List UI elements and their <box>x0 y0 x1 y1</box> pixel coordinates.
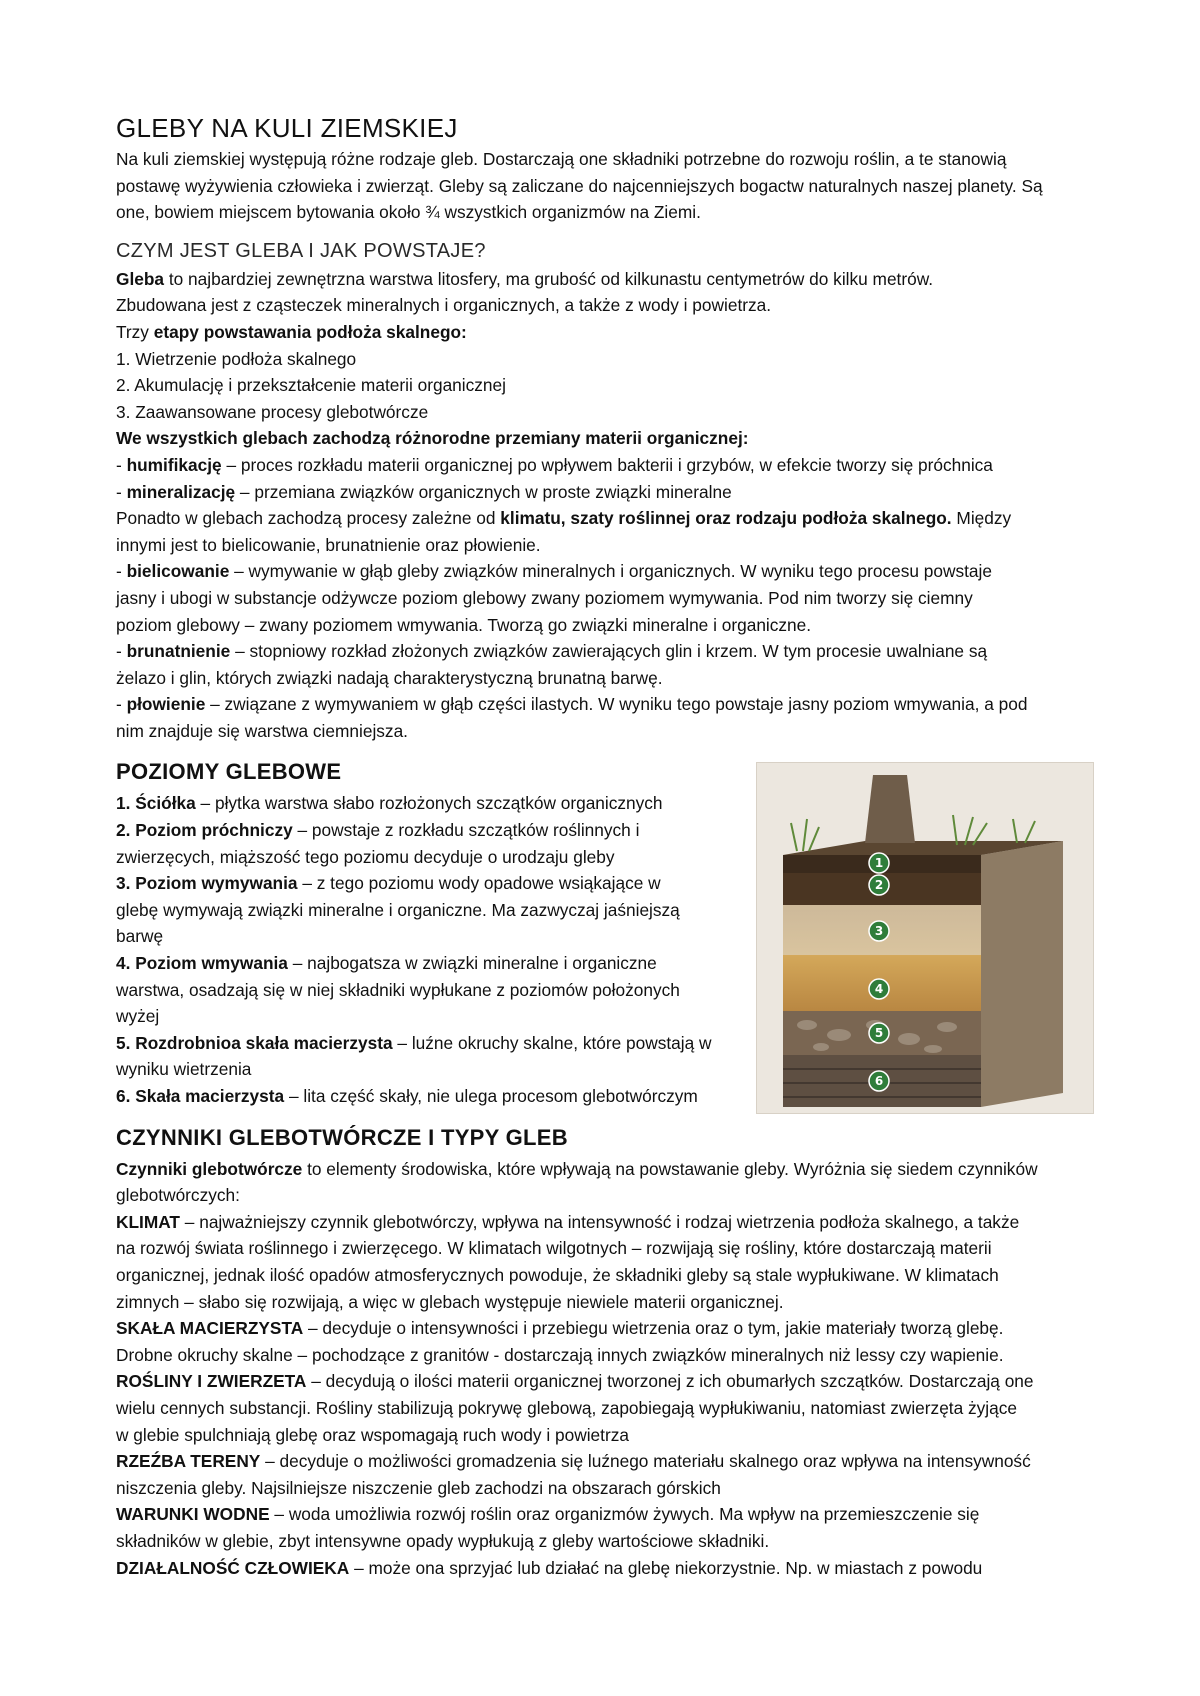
factor-description: – decyduje o możliwości gromadzenia się luźnego materiału skalnego oraz wpływa na intensywność <box>260 1451 1031 1472</box>
horizon-name: Poziom próchniczy <box>135 820 293 841</box>
process-text: – wymywanie w głąb gleby związków mineralnych i organicznych. W wyniku tego procesu powstaje <box>229 561 992 582</box>
intro-line: one, bowiem miejscem bytowania około ¾ wszystkich organizmów na Ziemi. <box>116 202 701 223</box>
changes-heading-text: We wszystkich glebach zachodzą różnorodne przemiany materii organicznej: <box>116 428 749 449</box>
process-text: – przemiana związków organicznych w proste związki mineralne <box>235 481 732 502</box>
factor-description-line: na rozwój świata roślinnego i zwierzęcego. W klimatach wilgotnych – rozwijają się rośliny, które dostarczają materii <box>116 1238 992 1259</box>
horizon-description: – płytka warstwa słabo rozłożonych szczątków organicznych <box>195 793 663 814</box>
factor-description-line: niszczenia gleby. Najsilniejsze niszczenie gleb zachodzi na obszarach górskich <box>116 1477 721 1498</box>
document-content <box>116 112 1096 1581</box>
brunatnienie-line2: żelazo i glin, których związki nadają charakterystyczną brunatną barwę. <box>116 667 663 688</box>
dash: - <box>116 694 127 715</box>
horizon-item <box>116 870 736 897</box>
factor-name: SKAŁA MACIERZYSTA <box>116 1318 304 1339</box>
soil-block-illustration <box>757 763 1093 1113</box>
stage-item: 1. Wietrzenie podłoża skalnego <box>116 348 357 369</box>
ponadto-line2: innymi jest to bielicowanie, brunatnienie oraz płowienie. <box>116 534 541 555</box>
horizon-description-line: glebę wymywają związki mineralne i organiczne. Ma zazwyczaj jaśniejszą <box>116 899 680 920</box>
definition-text: to elementy środowiska, które wpływają na powstawanie gleby. Wyróżnia się siedem czynników <box>302 1158 1038 1179</box>
factor-description-line: w glebie spulchniają glebę oraz wspomagają ruch wody i powietrza <box>116 1424 629 1445</box>
horizon-description-line: zwierzęcych, miąższość tego poziomu decyduje o urodzaju gleby <box>116 846 615 867</box>
horizon-number: 6. <box>116 1086 136 1106</box>
horizon-item <box>116 950 736 977</box>
horizon-name: Poziom wymywania <box>135 873 298 894</box>
term-brunatnienie: brunatnienie <box>126 641 231 662</box>
horizon-marker-label: 3 <box>874 924 884 939</box>
factor-name: ROŚLINY I ZWIERZETA <box>116 1371 307 1392</box>
stages-bold: etapy powstawania podłoża skalnego: <box>153 321 467 342</box>
horizon-marker-label: 1 <box>874 856 884 871</box>
term-gleba: Gleba <box>116 268 165 289</box>
soil-horizons-section <box>116 758 1096 1109</box>
horizon-description: – najbogatsza w związki mineralne i organiczne <box>287 953 657 974</box>
factor-item <box>116 1448 1096 1475</box>
section-heading-czynniki: CZYNNIKI GLEBOTWÓRCZE I TYPY GLEB <box>116 1124 568 1150</box>
dash: - <box>116 641 127 662</box>
page-title: GLEBY NA KULI ZIEMSKIEJ <box>116 113 458 143</box>
intro-line: postawę wyżywienia człowieka i zwierząt. Gleby są zaliczane do najcenniejszych bogactw naturalnych naszej planety. Są <box>116 175 1043 196</box>
factor-description: – może ona sprzyjać lub działać na glebę niekorzystnie. Np. w miastach z powodu <box>349 1557 983 1578</box>
factor-item <box>116 1209 1096 1236</box>
process-text: – proces rozkładu materii organicznej po wpływem bakterii i grzybów, w efekcie tworzy się próchnica <box>221 454 993 475</box>
factor-name: RZEŹBA TERENY <box>116 1451 261 1472</box>
factor-description-line: wielu cennych substancji. Rośliny stabilizują pokrywę glebową, zapobiegają wypłukiwaniu, natomiast zwierzęta żyjące <box>116 1397 1017 1418</box>
factor-name: DZIAŁALNOŚĆ CZŁOWIEKA <box>116 1557 350 1578</box>
horizon-item <box>116 1030 736 1057</box>
horizon-number: 1. <box>116 793 136 814</box>
horizon-description-line: wyżej <box>116 1006 160 1027</box>
factor-name: WARUNKI WODNE <box>116 1504 270 1525</box>
term-bielicowanie: bielicowanie <box>126 561 230 582</box>
horizon-number: 4. <box>116 953 136 974</box>
horizon-number: 5. <box>116 1032 136 1053</box>
factor-description: – decydują o ilości materii organicznej tworzonej z ich obumarłych szczątków. Dostarczają one <box>306 1371 1034 1392</box>
term-czynniki: Czynniki glebotwórcze <box>116 1158 303 1179</box>
horizon-description: – lita część skały, nie ulega procesom glebotwórczym <box>284 1086 698 1106</box>
bielicowanie-line3: poziom glebowy – zwany poziomem wmywania. Tworzą go związki mineralne i organiczne. <box>116 614 812 635</box>
factor-description: – decyduje o intensywności i przebiegu wietrzenia oraz o tym, jakie materiały tworzą glebę. <box>303 1318 1004 1339</box>
term-plowienie: płowienie <box>126 694 206 715</box>
horizon-description: – powstaje z rozkładu szczątków roślinnych i <box>292 820 640 841</box>
factor-description-line: Drobne okruchy skalne – pochodzące z granitów - dostarczają innych związków mineralnych niż lessy czy wapienie. <box>116 1344 1004 1365</box>
ponadto-paragraph <box>116 505 1096 532</box>
horizon-name: Skała macierzysta <box>135 1086 285 1106</box>
dash: - <box>116 481 127 502</box>
ponadto-prefix: Ponadto w glebach zachodzą procesy zależne od <box>116 508 501 529</box>
section-heading-gleba: CZYM JEST GLEBA I JAK POWSTAJE? <box>116 239 486 262</box>
horizon-marker-label: 6 <box>874 1074 884 1089</box>
factors-list <box>116 1209 1096 1581</box>
dash: - <box>116 561 127 582</box>
definition-text: to najbardziej zewnętrzna warstwa litosfery, ma grubość od kilkunastu centymetrów do kilku metrów. <box>164 268 934 289</box>
gleba-composition: Zbudowana jest z cząsteczek mineralnych i organicznych, a także z wody i powietrza. <box>116 295 772 316</box>
stages-intro <box>116 319 1096 346</box>
factor-item <box>116 1315 1096 1342</box>
horizon-marker-label: 2 <box>874 878 884 893</box>
horizon-description: – luźne okruchy skalne, które powstają w <box>392 1032 712 1053</box>
factors-section <box>116 1124 1096 1582</box>
factor-description-line: organicznej, jednak ilość opadów atmosferycznych powoduje, że składniki gleby są stale wypłukiwane. W klimatach <box>116 1264 999 1285</box>
bielicowanie-line2: jasny i ubogi w substancje odżywcze poziom glebowy zwany poziomem wymywania. Pod nim tworzy się ciemny <box>116 587 973 608</box>
horizon-item <box>116 1083 736 1110</box>
section-heading-poziomy: POZIOMY GLEBOWE <box>116 759 342 785</box>
horizon-description-line: warstwa, osadzają się w niej składniki wypłukane z poziomów położonych <box>116 979 680 1000</box>
soil-horizons-text <box>116 758 736 1109</box>
factor-description-line: składników w glebie, zbyt intensywne opady wypłukują z gleby wartościowe składniki. <box>116 1530 770 1551</box>
soil-profile-image <box>756 762 1094 1114</box>
stage-item: 2. Akumulację i przekształcenie materii organicznej <box>116 375 506 396</box>
stages-prefix: Trzy <box>116 321 154 342</box>
horizon-item <box>116 790 736 817</box>
horizon-marker-label: 4 <box>874 982 884 997</box>
horizon-marker-label: 5 <box>874 1026 884 1041</box>
horizon-name: Ściółka <box>135 793 196 814</box>
dash: - <box>116 454 127 475</box>
horizon-number: 3. <box>116 873 136 894</box>
factor-name: KLIMAT <box>116 1211 180 1232</box>
process-bielicowanie <box>116 558 1096 585</box>
stage-item: 3. Zaawansowane procesy glebotwórcze <box>116 401 429 422</box>
horizon-description-line: wyniku wietrzenia <box>116 1059 252 1080</box>
intro-line: Na kuli ziemskiej występują różne rodzaje gleb. Dostarczają one składniki potrzebne do rozwoju roślin, a te stanowią <box>116 149 1007 169</box>
process-mineralizacja <box>116 479 1096 506</box>
plowienie-line2: nim znajduje się warstwa ciemniejsza. <box>116 720 408 741</box>
gleba-definition <box>116 266 1096 293</box>
factor-item <box>116 1368 1096 1395</box>
horizon-number: 2. <box>116 820 136 841</box>
ponadto-bold: klimatu, szaty roślinnej oraz rodzaju podłoża skalnego. <box>500 508 952 529</box>
horizon-description-line: barwę <box>116 926 164 947</box>
term-mineralizacja: mineralizację <box>126 481 236 502</box>
factor-item <box>116 1501 1096 1528</box>
process-brunatnienie <box>116 638 1096 665</box>
horizon-description: – z tego poziomu wody opadowe wsiąkające w <box>297 873 661 894</box>
factor-description-line: zimnych – słabo się rozwijają, a więc w glebach występuje niewiele materii organicznej. <box>116 1291 784 1312</box>
factor-description: – woda umożliwia rozwój roślin oraz organizmów żywych. Ma wpływ na przemieszczenie się <box>269 1504 980 1525</box>
horizon-item <box>116 817 736 844</box>
term-humifikacja: humifikację <box>126 454 222 475</box>
factor-description: – najważniejszy czynnik glebotwórczy, wpływa na intensywność i rodzaj wietrzenia podłoża skalnego, a także <box>180 1211 1020 1232</box>
factors-definition-line2: glebotwórczych: <box>116 1185 240 1206</box>
process-plowienie <box>116 691 1096 718</box>
horizon-name: Poziom wmywania <box>135 953 288 974</box>
process-text: – stopniowy rozkład złożonych związków zawierających glin i krzem. W tym procesie uwalniane są <box>230 641 988 662</box>
horizon-name: Rozdrobnioa skała macierzysta <box>135 1032 393 1053</box>
horizons-list <box>116 790 736 1109</box>
process-humifikacja <box>116 452 1096 479</box>
ponadto-suffix: Między <box>951 508 1012 529</box>
process-text: – związane z wymywaniem w głąb części ilastych. W wyniku tego powstaje jasny poziom wmywania, a pod <box>205 694 1028 715</box>
factors-definition <box>116 1156 1096 1183</box>
factor-item <box>116 1555 1096 1582</box>
changes-heading <box>116 425 1096 452</box>
